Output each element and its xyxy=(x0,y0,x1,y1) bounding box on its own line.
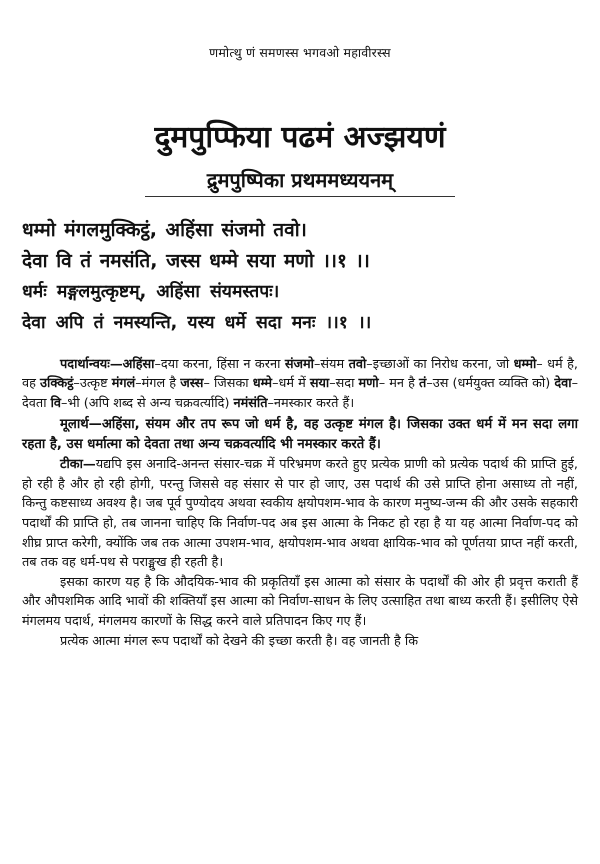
prakrit-term: नमंसंति xyxy=(233,395,268,411)
prakrit-verse-line-2: देवा वि तं नमसंति, जस्स धम्मे सया मणो ।।१ ।। xyxy=(22,249,370,272)
prakrit-term: वि xyxy=(50,395,62,411)
term-meaning: – जिसका xyxy=(203,376,253,392)
subtitle-underline xyxy=(145,196,455,197)
prakrit-term: संजमो xyxy=(284,356,314,372)
verse-block xyxy=(22,215,578,339)
moolarth-paragraph: मूलार्थ—अहिंसा, संयम और तप रूप जो धर्म है, वह उत्कृष्ट मंगल है। जिसका उक्त धर्म में मन सदा लगा रहता है, उस धर्मात्मा को देवता तथा अन्य चक्रवर्त्यादि भी नमस्कार करते हैं। xyxy=(22,417,578,453)
prakrit-term: जस्स xyxy=(180,376,204,392)
prakrit-term: अहिंसा xyxy=(122,356,155,372)
prakrit-term: धम्मो xyxy=(513,356,537,372)
tika-paragraph xyxy=(22,455,578,573)
term-meaning: –मंगल है xyxy=(135,376,181,392)
prakrit-term: उक्किट्ठं xyxy=(40,376,74,392)
padarthanvay-heading: पदार्थान्वयः— xyxy=(60,356,123,372)
term-meaning: –सदा xyxy=(329,376,359,392)
term-meaning: –धर्म में xyxy=(272,376,310,392)
term-meaning: –भी (अपि शब्द से अन्य चक्रवर्त्यादि) xyxy=(61,395,234,411)
sanskrit-verse-line-2: देवा अपि तं नमस्यन्ति, यस्य धर्मे सदा मनः ।।१ ।। xyxy=(22,312,372,333)
term-meaning: –इच्छाओं का निरोध करना, जो xyxy=(366,356,514,372)
prakrit-term: तवो xyxy=(348,356,367,372)
term-meaning: –देवता xyxy=(22,376,578,411)
prakrit-term: तं xyxy=(419,376,427,392)
term-meaning: – धर्म है, वह xyxy=(22,356,578,392)
term-meaning: –उत्कृष्ट xyxy=(73,376,112,392)
tika-heading: टीका— xyxy=(60,457,96,473)
prakrit-term: सया xyxy=(309,376,330,392)
invocation-header: णमोत्थु णं समणस्स भगवओ महावीरस्स xyxy=(209,45,391,60)
chapter-title: दुमपुप्फिया पढमं अज्झयणं xyxy=(154,120,446,155)
prakrit-term: देवा xyxy=(554,376,572,392)
prakrit-term: धम्मे xyxy=(252,376,273,392)
prakrit-term: मणो xyxy=(358,376,379,392)
prakrit-verse-line-1: धम्मो मंगलमुक्किट्ठं, अहिंसा संजमो तवो। xyxy=(22,218,307,241)
tika-text: यद्यपि इस अनादि-अनन्त संसार-चक्र में परिभ्रमण करते हुए प्रत्येक प्राणी को प्रत्येक पदार्थ की प्राप्ति हुई, हो रही है और हो रही होगी, परन्तु जिससे वह संसार से पार हो जाए, उस पदार्थ की उसे प्राप्ति होना असाध्य तो नहीं, किन्तु कष्टसाध्य अवश्य है। जब पूर्व पुण्योदय अथवा स्वकीय क्षयोपशम-भाव के कारण मनुष्य-जन्म की और उसके सहकारी पदार्थों की प्राप्ति हो, तब जानना चाहिए कि निर्वाण-पद अब इस आत्मा के निकट हो रहा है या यह आत्मा निर्वाण-पद को शीघ्र प्राप्त करेगी, क्योंकि जब तक आत्मा उपशम-भाव, क्षयोपशम-भाव अथवा क्षायिक-भाव को पूर्णतया प्राप्त नहीं करती, तब तक वह धर्म-पथ से पराङ्मुख ही रहती है। xyxy=(22,457,578,571)
term-meaning: –दया करना, हिंसा न करना xyxy=(154,356,285,372)
explanation-paragraph: इसका कारण यह है कि औदयिक-भाव की प्रकृतियाँ इस आत्मा को संसार के पदार्थों की ओर ही प्रवृत्त कराती हैं और औपशमिक आदि भावों की शक्तियाँ इस आत्मा को निर्वाण-साधन के लिए उत्साहित तथा बाध्य करती हैं। इसीलिए ऐसे मंगलमय पदार्थ, मंगलमय कारणों के सिद्ध करने वाले प्रतिपादन किए गए हैं। xyxy=(22,574,578,630)
padarthanvay-paragraph xyxy=(22,355,578,414)
term-meaning: –संयम xyxy=(313,356,349,372)
closing-paragraph: प्रत्येक आत्मा मंगल रूप पदार्थों को देखने की इच्छा करती है। वह जानती है कि xyxy=(60,633,419,649)
chapter-subtitle: द्रुमपुष्पिका प्रथममध्ययनम् xyxy=(206,167,394,192)
prakrit-term: मंगलं xyxy=(111,376,136,392)
term-meaning: – मन है xyxy=(378,376,420,392)
sanskrit-verse-line-1: धर्मः मङ्गलमुत्कृष्टम्, अहिंसा संयमस्तपः। xyxy=(22,281,280,302)
term-meaning: –नमस्कार करते हैं। xyxy=(267,395,355,411)
term-meaning: –उस (धर्मयुक्त व्यक्ति को) xyxy=(426,376,555,392)
